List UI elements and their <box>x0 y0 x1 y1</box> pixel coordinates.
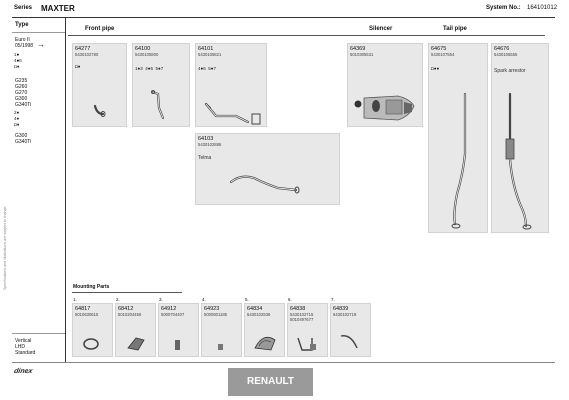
part-code: 64369 <box>350 46 366 52</box>
mount-ref: 5000704407 <box>161 312 185 317</box>
variant-lhd: LHD <box>15 344 26 350</box>
part-ref: 5430105800 <box>135 52 159 57</box>
pipe-illustration <box>196 44 266 126</box>
mount-code: 64838 <box>290 306 306 312</box>
mount-panel-64912[interactable] <box>158 303 199 357</box>
qty-symbols-a1: 1● <box>14 52 20 57</box>
bolt-illustration <box>159 304 198 356</box>
mount-num-7: 7. <box>331 297 335 302</box>
mount-panel-64838[interactable] <box>287 303 328 357</box>
part-panel-64101[interactable] <box>195 43 267 127</box>
mount-code: 64923 <box>204 306 220 312</box>
type-rule <box>12 32 65 33</box>
part-panel-64277[interactable] <box>72 43 127 127</box>
mount-panel-64923[interactable] <box>201 303 242 357</box>
gasket-illustration <box>245 304 284 356</box>
part-panel-64369[interactable] <box>347 43 423 127</box>
qty-symbols-a2: 4●6 <box>14 58 22 63</box>
qty-symbols-a3: ◘● <box>14 64 20 69</box>
qty-symbols: ◘●● <box>431 66 440 71</box>
mount-num-5: 5. <box>245 297 249 302</box>
part-ref: 5430102780 <box>75 52 99 57</box>
system-label: System No.: <box>486 5 521 11</box>
mount-num-4: 4. <box>202 297 206 302</box>
mount-ref: 5010204456 <box>118 312 142 317</box>
mount-num-2: 2. <box>116 297 120 302</box>
bottom-rule <box>12 362 555 363</box>
engine-g270: G270 <box>15 90 28 96</box>
mount-num-6: 6. <box>288 297 292 302</box>
year-line1: Euro II <box>15 37 30 43</box>
brand-name: RENAULT <box>246 376 295 387</box>
tail-pipe-heading: Tail pipe <box>443 26 467 32</box>
front-pipe-heading: Front pipe <box>85 26 115 32</box>
mount-ref: 5000601185 <box>204 312 227 317</box>
right-heading-rule <box>345 35 545 36</box>
qty-symbols-b2: 4● <box>14 116 20 121</box>
engine-b-g340ti: G340Ti <box>15 139 32 145</box>
mount-panel-64834[interactable] <box>244 303 285 357</box>
engine-b-g300: G300 <box>15 133 28 139</box>
system-value: 164101012 <box>527 5 558 11</box>
mount-code: 64817 <box>75 306 91 312</box>
year-line2: 05/1998 <box>15 43 34 49</box>
mount-code: 64834 <box>247 306 263 312</box>
part-code: 64676 <box>494 46 510 52</box>
series-value: MAXTER <box>41 4 75 13</box>
mount-panel-64839[interactable] <box>330 303 371 357</box>
pipe-illustration <box>73 44 126 126</box>
silencer-heading: Silencer <box>369 26 393 32</box>
part-panel-64676[interactable] <box>491 43 549 233</box>
variant-standard: Standard <box>15 350 36 356</box>
part-ref: 5430105555 <box>494 52 518 57</box>
part-code: 64277 <box>75 46 91 52</box>
qty-symbols: 1●3 4●6 5●7 <box>135 66 164 71</box>
mount-panel-68412[interactable] <box>115 303 156 357</box>
mount-code: 68412 <box>118 306 134 312</box>
part-panel-64103[interactable] <box>195 133 340 205</box>
mount-ref: 5430102715 <box>290 312 314 317</box>
engine-g260: G260 <box>15 84 28 90</box>
pipe-illustration <box>196 134 339 204</box>
part-ref: 5430107554 <box>431 52 455 57</box>
mount-code: 64839 <box>333 306 349 312</box>
mount-num-3: 3. <box>159 297 163 302</box>
variant-vertical: Vertical <box>15 338 32 344</box>
pipe-illustration <box>429 44 487 232</box>
part-code: 64100 <box>135 46 151 52</box>
front-pipe-rule <box>68 35 378 36</box>
qty-symbols-b3: ◘● <box>14 122 20 127</box>
part-code: 64103 <box>198 136 214 142</box>
engine-g300: G300 <box>15 96 28 102</box>
mount-code: 64912 <box>161 306 177 312</box>
bottom-left-rule <box>12 333 65 334</box>
type-label: Type <box>15 22 29 28</box>
mounting-rule <box>72 292 182 293</box>
part-panel-64100[interactable] <box>132 43 190 127</box>
part-code: 64101 <box>198 46 214 52</box>
top-rule <box>12 17 555 18</box>
engine-g235: G235 <box>15 78 28 84</box>
qty-symbols-b1: 2● <box>14 110 20 115</box>
mounting-parts-heading: Mounting Parts <box>73 284 110 290</box>
part-ref: 5430105821 <box>198 52 222 57</box>
part-note: Spark arrestor <box>494 68 526 74</box>
pipe-illustration <box>492 44 548 232</box>
mount-ref: 5010630615 <box>75 312 99 317</box>
mount-ref2: 5010497677 <box>290 317 314 322</box>
nut-illustration <box>202 304 241 356</box>
mount-panel-64817[interactable] <box>72 303 113 357</box>
mount-num-1: 1. <box>73 297 77 302</box>
part-ref: 5010305531 <box>350 52 374 57</box>
bracket-illustration <box>116 304 155 356</box>
strap-illustration <box>331 304 370 356</box>
side-disclaimer: Specifications and illustrations are subject to change <box>3 206 7 290</box>
arrow-icon: → <box>37 40 45 49</box>
part-note: Telma <box>198 155 212 161</box>
left-column-divider <box>65 17 66 362</box>
pipe-illustration <box>133 44 189 126</box>
silencer-illustration <box>348 44 422 126</box>
clamp-illustration <box>73 304 112 356</box>
dinex-logo: dinex <box>13 368 33 375</box>
series-label: Series <box>14 5 33 11</box>
engine-g340ti: G340Ti <box>15 102 32 108</box>
mount-ref: 5430102938 <box>247 312 271 317</box>
qty-symbols: ◘● <box>75 64 81 69</box>
hanger-illustration <box>288 304 327 356</box>
mount-ref: 5430102719 <box>333 312 357 317</box>
part-ref: 5430102886 <box>198 142 222 147</box>
part-code: 64675 <box>431 46 447 52</box>
qty-symbols: 4●6 5●7 <box>198 66 216 71</box>
part-panel-64675[interactable] <box>428 43 488 233</box>
